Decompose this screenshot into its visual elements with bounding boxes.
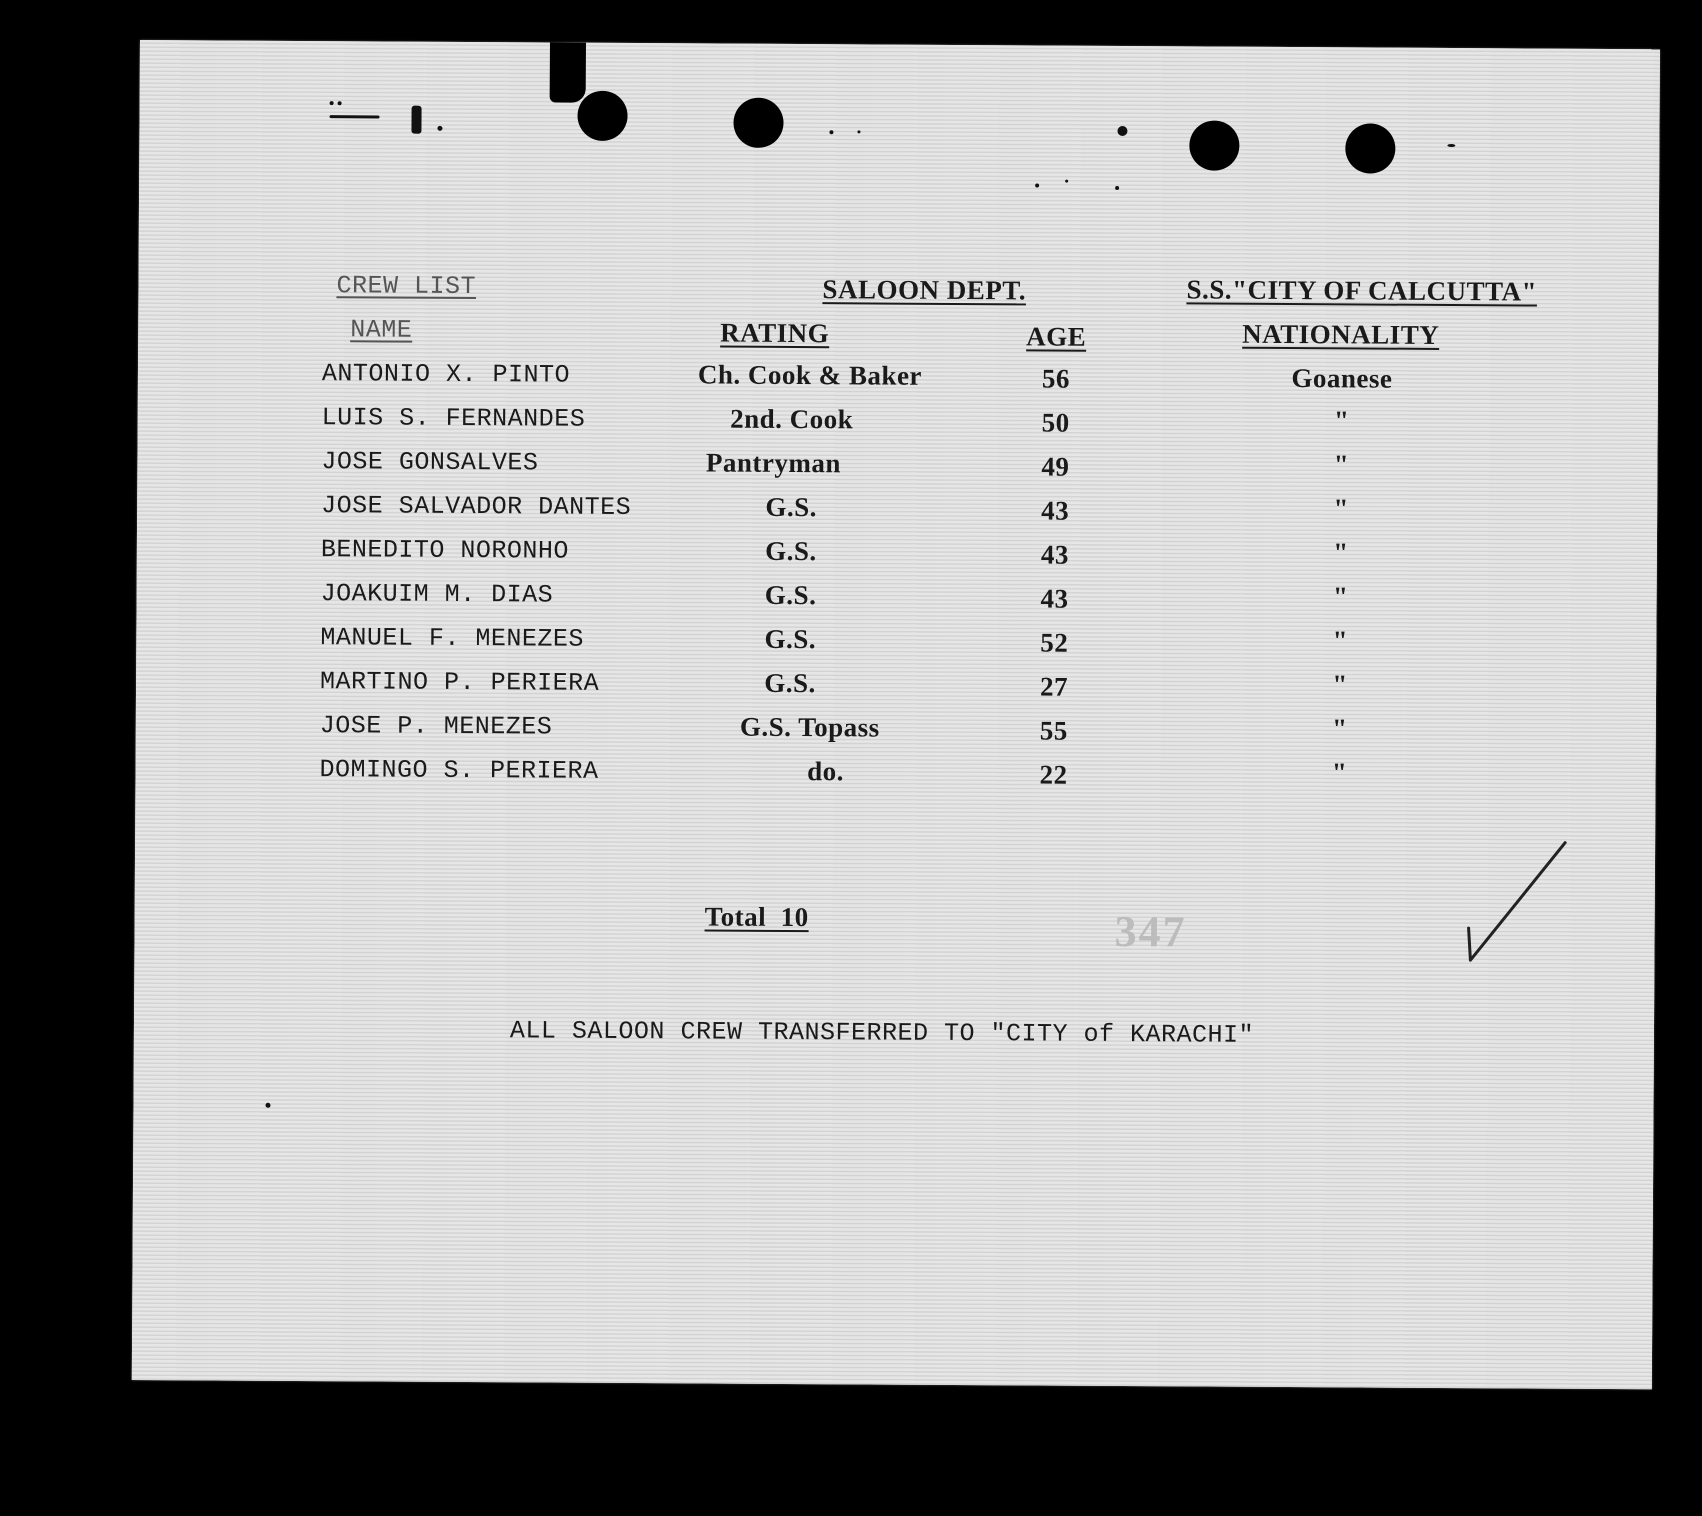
ink-speck [411, 106, 421, 134]
crew-age: 22 [1039, 759, 1068, 790]
column-header-name: NAME [350, 315, 413, 345]
crew-name: MARTINO P. PERIERA [319, 667, 600, 698]
column-header-rating: RATING [720, 317, 830, 349]
crew-nationality: " [1331, 713, 1348, 744]
ink-speck [1117, 126, 1127, 136]
crew-age: 49 [1041, 451, 1070, 482]
transfer-note: ALL SALOON CREW TRANSFERRED TO "CITY of KARACHI" [509, 1016, 1255, 1050]
crew-rating: G.S. [765, 491, 818, 523]
crew-rating: G.S. [764, 667, 816, 699]
crew-age: 43 [1040, 539, 1069, 570]
crew-age: 27 [1039, 671, 1069, 702]
crew-nationality: " [1333, 449, 1350, 480]
crew-age: 50 [1041, 407, 1070, 438]
crew-rating: G.S. [764, 579, 817, 611]
ship-name-heading: S.S."CITY OF CALCUTTA" [1186, 274, 1538, 307]
crew-name: ANTONIO X. PINTO [321, 359, 571, 390]
crew-rating: G.S. Topass [739, 711, 880, 743]
crew-age: 43 [1041, 495, 1070, 526]
crew-rating: G.S. [764, 623, 817, 655]
punch-hole [733, 98, 783, 148]
crew-nationality: " [1333, 405, 1350, 436]
crew-name: DOMINGO S. PERIERA [319, 755, 599, 786]
column-header-age: AGE [1026, 321, 1087, 352]
crew-rating: Ch. Cook & Baker [697, 359, 923, 391]
paper-clip-mark [550, 43, 586, 103]
crew-name: LUIS S. FERNANDES [321, 403, 586, 434]
crew-age: 43 [1040, 583, 1069, 614]
crew-nationality: Goanese [1291, 363, 1393, 394]
document-page [132, 40, 1660, 1389]
punch-hole [1345, 123, 1395, 173]
crew-age: 55 [1039, 715, 1068, 746]
crew-rating: Pantryman [705, 447, 842, 479]
crew-name: JOSE P. MENEZES [319, 711, 553, 742]
crew-age: 56 [1041, 363, 1071, 394]
crew-name: JOSE GONSALVES [321, 447, 539, 478]
column-header-nationality: NATIONALITY [1242, 318, 1440, 350]
punch-hole [1189, 120, 1239, 170]
crew-rating: G.S. [765, 535, 817, 567]
total-count: Total 10 [704, 901, 809, 933]
crew-nationality: " [1331, 757, 1348, 788]
crew-name: MANUEL F. MENEZES [320, 623, 584, 654]
ink-speck [1035, 183, 1039, 187]
page-stamp-number: 347 [1114, 906, 1187, 957]
crew-rating: 2nd. Cook [730, 403, 854, 435]
ink-speck [338, 101, 342, 105]
crew-name: JOSE SALVADOR DANTES [321, 491, 632, 523]
crew-rating: do. [807, 756, 845, 787]
crew-nationality: " [1332, 669, 1348, 700]
ink-speck [1447, 144, 1455, 147]
department-heading: SALOON DEPT. [822, 274, 1027, 306]
ink-speck [330, 115, 380, 118]
ink-speck [330, 101, 334, 105]
punch-hole [577, 91, 627, 141]
crew-nationality: " [1333, 537, 1349, 568]
ink-speck [265, 1103, 270, 1108]
crew-list-heading: CREW LIST [336, 271, 477, 302]
ink-speck [857, 130, 860, 133]
crew-nationality: " [1333, 493, 1350, 524]
crew-nationality: " [1332, 581, 1349, 612]
ink-speck [1115, 186, 1119, 190]
ink-speck [437, 126, 442, 131]
crew-age: 52 [1040, 627, 1069, 658]
crew-name: BENEDITO NORONHO [320, 535, 570, 566]
check-mark-icon [1464, 838, 1575, 969]
crew-name: JOAKUIM M. DIAS [320, 579, 554, 610]
ink-speck [1065, 180, 1068, 183]
ink-speck [829, 130, 833, 134]
crew-nationality: " [1332, 625, 1349, 656]
